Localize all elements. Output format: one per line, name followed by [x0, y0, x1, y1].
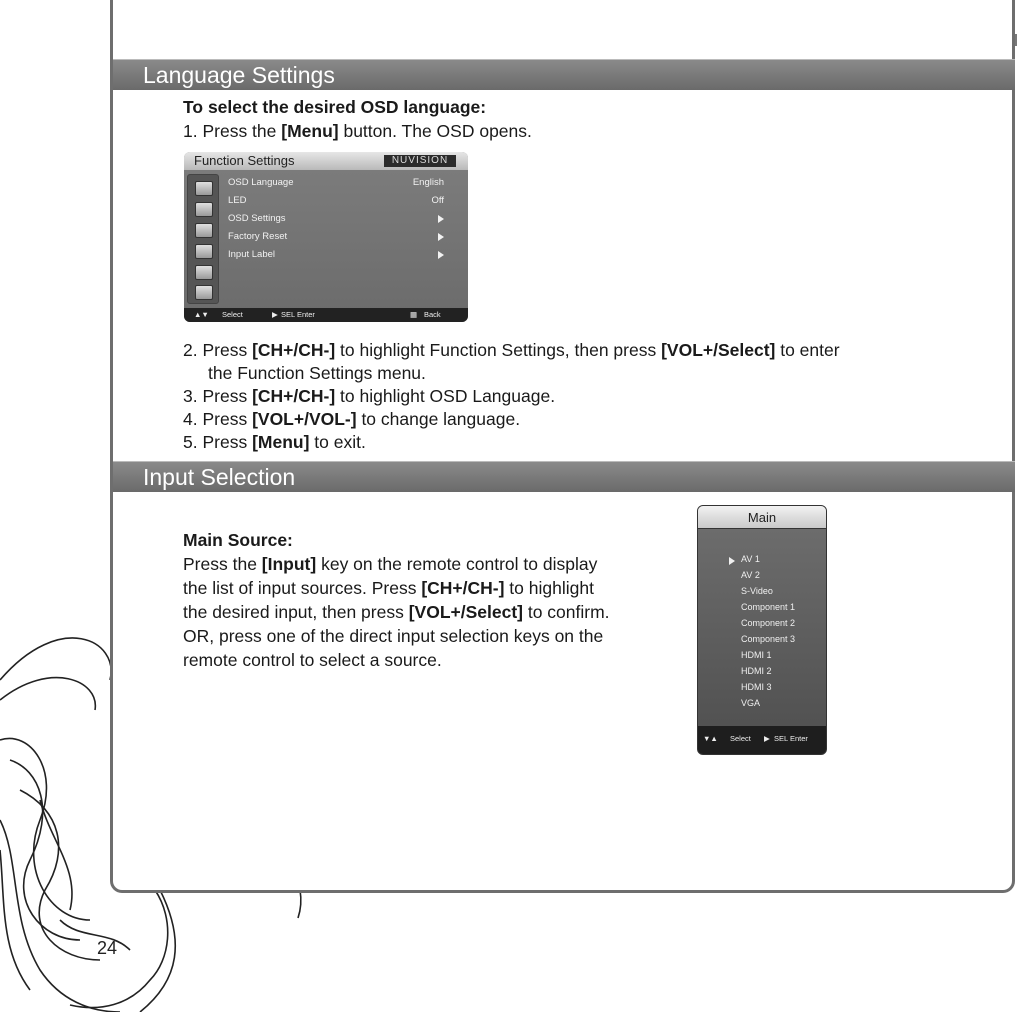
key-label: [VOL+/Select] [661, 340, 776, 360]
source-item: VGA [741, 698, 761, 708]
input-heading: Main Source: [183, 530, 293, 550]
play-icon: ▶ [272, 310, 278, 319]
step-text: to highlight OSD Language. [335, 386, 556, 406]
step-text: 4. Press [183, 409, 253, 429]
section-bar-language [113, 59, 1015, 90]
body-text: the desired input, then press [183, 602, 409, 622]
key-label: [Menu] [281, 121, 339, 141]
osd-item-label: OSD Language [228, 177, 294, 188]
body-text: key on the remote control to display [316, 554, 598, 574]
osd-item-label: OSD Settings [228, 213, 286, 224]
step-text: button. The OSD opens. [338, 121, 532, 141]
osd-footer [184, 308, 468, 322]
down-up-arrows-icon: ▼▲ [703, 734, 718, 743]
osd-sidebar [187, 174, 219, 304]
chevron-right-icon [438, 215, 444, 223]
footer-select-label: Select [222, 310, 243, 319]
step-text: 5. Press [183, 432, 253, 452]
footer-select-label: Select [730, 734, 751, 743]
osd-header [184, 152, 468, 170]
source-item: HDMI 2 [741, 666, 772, 676]
menu-icon: ▦ [410, 310, 418, 319]
input-line-2 [183, 576, 594, 600]
key-label: [VOL+/Select] [408, 602, 523, 622]
osd-item-value: Off [431, 195, 444, 206]
body-text: to confirm. [522, 602, 610, 622]
body-text: the list of input sources. Press [183, 578, 422, 598]
step-text: to highlight Function Settings, then press [335, 340, 662, 360]
osd-title: Main [747, 510, 777, 525]
step-text: to exit. [309, 432, 366, 452]
source-item: Component 2 [741, 618, 796, 628]
source-item: AV 1 [741, 554, 760, 564]
step-2 [183, 338, 840, 362]
step-4 [183, 407, 520, 431]
key-label: [Menu] [252, 432, 310, 452]
footer-enter-label: SEL Enter [281, 310, 315, 319]
osd-item-label: Input Label [228, 249, 276, 260]
section-title: Input Selection [143, 464, 296, 490]
input-line-3 [183, 600, 610, 624]
osd-main-source-screenshot [697, 505, 827, 755]
osd-title: Function Settings [194, 153, 295, 168]
osd-item-value: English [412, 177, 444, 188]
step-text: 2. Press [183, 340, 253, 360]
step-2-line-2: the Function Settings menu. [208, 363, 426, 383]
input-line-1 [183, 552, 597, 576]
step-3 [183, 384, 555, 408]
footer-back-label: Back [424, 310, 441, 319]
source-item: HDMI 1 [741, 650, 772, 660]
brand-logo: NUVISION [384, 155, 456, 167]
step-text: to enter [775, 340, 840, 360]
step-text: 1. Press the [183, 121, 282, 141]
osd-footer [698, 726, 826, 754]
osd-header [698, 506, 826, 529]
pc-icon [195, 265, 213, 280]
play-icon: ▶ [764, 734, 770, 743]
picture-icon [195, 181, 213, 196]
up-down-arrows-icon: ▲▼ [194, 310, 209, 319]
key-label: [CH+/CH-] [252, 340, 336, 360]
lock-icon [195, 285, 213, 300]
channel-icon [195, 223, 213, 238]
language-heading: To select the desired OSD language: [183, 97, 487, 117]
chevron-right-icon [438, 233, 444, 241]
source-item: HDMI 3 [741, 682, 772, 692]
page-number: 24 [97, 938, 118, 958]
selection-arrow-icon [729, 557, 735, 565]
step-text: to change language. [356, 409, 521, 429]
section-title: Language Settings [143, 62, 335, 88]
section-bar-input [113, 461, 1015, 492]
sound-icon [195, 202, 213, 217]
osd-item-label: Factory Reset [228, 231, 288, 242]
osd-item-label: LED [228, 195, 247, 206]
key-label: [CH+/CH-] [252, 386, 336, 406]
step-1 [183, 119, 532, 143]
body-text: Press the [183, 554, 262, 574]
body-text: to highlight [504, 578, 594, 598]
key-label: [VOL+/VOL-] [252, 409, 357, 429]
osd-function-settings-screenshot [184, 152, 468, 322]
function-icon [195, 244, 213, 259]
input-line-5: remote control to select a source. [183, 650, 442, 670]
chevron-right-icon [438, 251, 444, 259]
step-5 [183, 430, 366, 454]
source-item: AV 2 [741, 570, 760, 580]
step-text: 3. Press [183, 386, 253, 406]
footer-enter-label: SEL Enter [774, 734, 808, 743]
key-label: [Input] [261, 554, 317, 574]
source-item: S-Video [741, 586, 773, 596]
source-item: Component 1 [741, 602, 796, 612]
key-label: [CH+/CH-] [421, 578, 505, 598]
source-item: Component 3 [741, 634, 796, 644]
input-line-4: OR, press one of the direct input selection keys on the [183, 626, 604, 646]
